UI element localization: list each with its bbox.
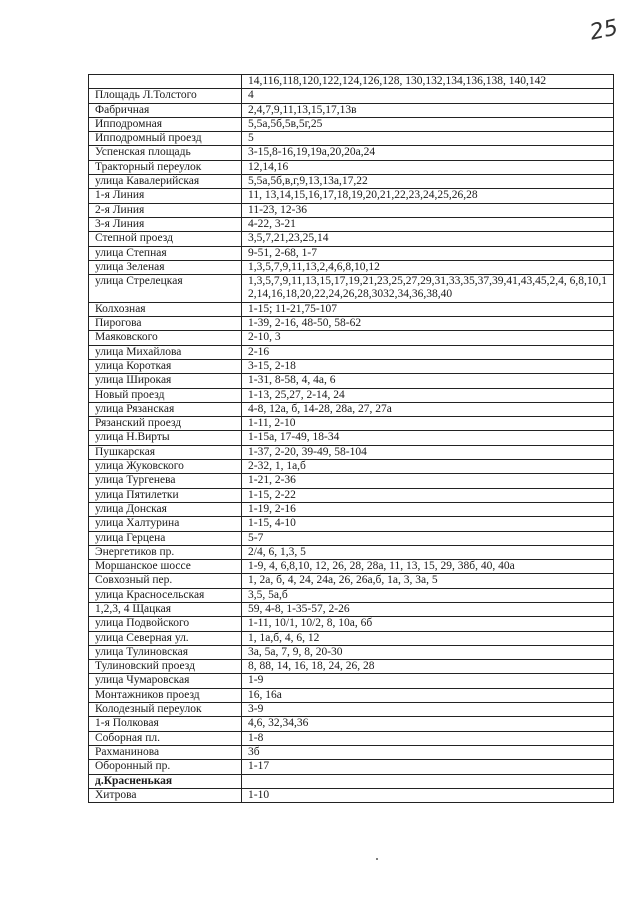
house-numbers-cell: 5 [242,132,614,146]
house-numbers-cell: 1-31, 8-58, 4, 4а, 6 [242,374,614,388]
house-numbers-cell: 1-37, 2-20, 39-49, 58-104 [242,445,614,459]
table-row [89,788,614,802]
street-name-cell: Энергетиков пр. [89,545,242,559]
street-name-cell: Пирогова [89,317,242,331]
house-numbers-cell: 1-11, 10/1, 10/2, 8, 10а, 6б [242,617,614,631]
street-name-cell: улица Жуковского [89,460,242,474]
house-numbers-cell: 1-8 [242,731,614,745]
street-name-cell: Ипподромная [89,117,242,131]
table-row [89,203,614,217]
street-name-cell: улица Н.Вирты [89,431,242,445]
house-numbers-cell [242,774,614,788]
address-table [88,74,614,803]
house-numbers-cell: 12,14,16 [242,160,614,174]
house-numbers-cell: 1-9, 4, 6,8,10, 12, 26, 28, 28а, 11, 13, 15, 29, 38б, 40, 40а [242,560,614,574]
table-row [89,359,614,373]
street-name-cell: улица Чумаровская [89,674,242,688]
table-row [89,617,614,631]
street-name-cell: улица Короткая [89,359,242,373]
house-numbers-cell: 5,5а,5б,в,г,9,13,13а,17,22 [242,175,614,189]
table-row [89,731,614,745]
house-numbers-cell: 1-21, 2-36 [242,474,614,488]
table-row [89,160,614,174]
house-numbers-cell: 1,3,5,7,9,11,13,15,17,19,21,23,25,27,29,31,33,35,37,39,41,43,45,2,4, 6,8,10,12,14,16,18,20,22,24,26,28,3032,34,36,38,40 [242,275,614,303]
street-name-cell: улица Стрелецкая [89,275,242,303]
house-numbers-cell: 4-8, 12а, б, 14-28, 28а, 27, 27а [242,402,614,416]
house-numbers-cell: 4 [242,89,614,103]
street-name-cell: Колодезный переулок [89,703,242,717]
table-row [89,474,614,488]
street-name-cell: Пушкарская [89,445,242,459]
house-numbers-cell: 3-15,8-16,19,19а,20,20а,24 [242,146,614,160]
house-numbers-cell: 1-15а, 17-49, 18-34 [242,431,614,445]
table-row [89,374,614,388]
table-row [89,302,614,316]
street-name-cell: улица Северная ул. [89,631,242,645]
house-numbers-cell: 3а, 5а, 7, 9, 8, 20-30 [242,645,614,659]
street-name-cell: 3-я Линия [89,217,242,231]
street-name-cell: Степной проезд [89,232,242,246]
table-row [89,431,614,445]
street-name-cell: улица Подвойского [89,617,242,631]
street-name-cell: Хитрова [89,788,242,802]
house-numbers-cell: 1, 1а,б, 4, 6, 12 [242,631,614,645]
street-name-cell: улица Герцена [89,531,242,545]
street-name-cell: улица Халтурина [89,517,242,531]
table-row [89,545,614,559]
house-numbers-cell: 2/4, 6, 1,3, 5 [242,545,614,559]
scan-speck [376,858,378,860]
street-name-cell: улица Тулиновская [89,645,242,659]
house-numbers-cell: 1-15, 2-22 [242,488,614,502]
house-numbers-cell: 1-15; 11-21,75-107 [242,302,614,316]
house-numbers-cell: 11, 13,14,15,16,17,18,19,20,21,22,23,24,25,26,28 [242,189,614,203]
house-numbers-cell: 3-9 [242,703,614,717]
house-numbers-cell: 5-7 [242,531,614,545]
house-numbers-cell: 1-39, 2-16, 48-50, 58-62 [242,317,614,331]
table-row [89,175,614,189]
house-numbers-cell: 3,5,7,21,23,25,14 [242,232,614,246]
table-row [89,246,614,260]
street-name-cell: улица Пятилетки [89,488,242,502]
street-name-cell: Моршанское шоссе [89,560,242,574]
table-row [89,502,614,516]
table-row [89,674,614,688]
address-table-body [89,75,614,803]
house-numbers-cell: 1, 2а, б, 4, 24, 24а, 26, 26а,б, 1а, 3, 3а, 5 [242,574,614,588]
street-name-cell: Ипподромный проезд [89,132,242,146]
street-name-cell: Совхозный пер. [89,574,242,588]
house-numbers-cell: 4-22, 3-21 [242,217,614,231]
street-name-cell: улица Донская [89,502,242,516]
table-row [89,602,614,616]
house-numbers-cell: 9-51, 2-68, 1-7 [242,246,614,260]
house-numbers-cell: 1-10 [242,788,614,802]
house-numbers-cell: 4,6, 32,34,36 [242,717,614,731]
table-row [89,631,614,645]
street-name-cell: Рязанский проезд [89,417,242,431]
street-name-cell: Колхозная [89,302,242,316]
street-name-cell [89,75,242,89]
street-name-cell: улица Зеленая [89,260,242,274]
house-numbers-cell: 2,4,7,9,11,13,15,17,13в [242,103,614,117]
table-row [89,688,614,702]
street-name-cell: улица Тургенева [89,474,242,488]
section-title: д.Красненькая [89,774,242,788]
house-numbers-cell: 1-17 [242,760,614,774]
table-row [89,232,614,246]
table-row [89,560,614,574]
street-name-cell: Соборная пл. [89,731,242,745]
street-name-cell: улица Степная [89,246,242,260]
table-row [89,117,614,131]
house-numbers-cell: 3-15, 2-18 [242,359,614,373]
table-row [89,488,614,502]
house-numbers-cell: 5,5а,5б,5в,5г,25 [242,117,614,131]
table-row [89,89,614,103]
house-numbers-cell: 59, 4-8, 1-35-57, 2-26 [242,602,614,616]
table-row [89,645,614,659]
house-numbers-cell: 1-13, 25,27, 2-14, 24 [242,388,614,402]
street-name-cell: улица Широкая [89,374,242,388]
house-numbers-cell: 2-16 [242,345,614,359]
street-name-cell: Площадь Л.Толстого [89,89,242,103]
house-numbers-cell: 2-32, 1, 1а,б [242,460,614,474]
house-numbers-cell: 1,3,5,7,9,11,13,2,4,6,8,10,12 [242,260,614,274]
table-row [89,703,614,717]
section-row [89,774,614,788]
table-row [89,75,614,89]
table-row [89,317,614,331]
street-name-cell: 2-я Линия [89,203,242,217]
street-name-cell: 1-я Полковая [89,717,242,731]
table-row [89,146,614,160]
house-numbers-cell: 1-9 [242,674,614,688]
house-numbers-cell: 16, 16а [242,688,614,702]
street-name-cell: 1,2,3, 4 Щацкая [89,602,242,616]
table-row [89,402,614,416]
house-numbers-cell: 14,116,118,120,122,124,126,128, 130,132,134,136,138, 140,142 [242,75,614,89]
street-name-cell: Маяковского [89,331,242,345]
table-row [89,460,614,474]
table-row [89,717,614,731]
house-numbers-cell: 1-11, 2-10 [242,417,614,431]
table-row [89,132,614,146]
table-row [89,103,614,117]
street-name-cell: улица Красносельская [89,588,242,602]
table-row [89,331,614,345]
table-row [89,588,614,602]
house-numbers-cell: 2-10, 3 [242,331,614,345]
house-numbers-cell: 1-15, 4-10 [242,517,614,531]
table-row [89,417,614,431]
street-name-cell: Оборонный пр. [89,760,242,774]
table-row [89,745,614,759]
street-name-cell: улица Михайлова [89,345,242,359]
street-name-cell: Тракторный переулок [89,160,242,174]
house-numbers-cell: 8, 88, 14, 16, 18, 24, 26, 28 [242,660,614,674]
street-name-cell: 1-я Линия [89,189,242,203]
table-row [89,445,614,459]
table-row [89,760,614,774]
table-row [89,189,614,203]
table-row [89,260,614,274]
table-row [89,217,614,231]
street-name-cell: Фабричная [89,103,242,117]
table-row [89,531,614,545]
house-numbers-cell: 3б [242,745,614,759]
table-row [89,275,614,303]
street-name-cell: улица Кавалерийская [89,175,242,189]
table-row [89,388,614,402]
table-row [89,517,614,531]
street-name-cell: Новый проезд [89,388,242,402]
street-name-cell: Рахманинова [89,745,242,759]
page-number: 25 [587,15,621,46]
table-row [89,574,614,588]
street-name-cell: Тулиновский проезд [89,660,242,674]
house-numbers-cell: 1-19, 2-16 [242,502,614,516]
street-name-cell: Монтажников проезд [89,688,242,702]
street-name-cell: Успенская площадь [89,146,242,160]
house-numbers-cell: 11-23, 12-36 [242,203,614,217]
table-row [89,345,614,359]
street-name-cell: улица Рязанская [89,402,242,416]
house-numbers-cell: 3,5, 5а,б [242,588,614,602]
table-row [89,660,614,674]
